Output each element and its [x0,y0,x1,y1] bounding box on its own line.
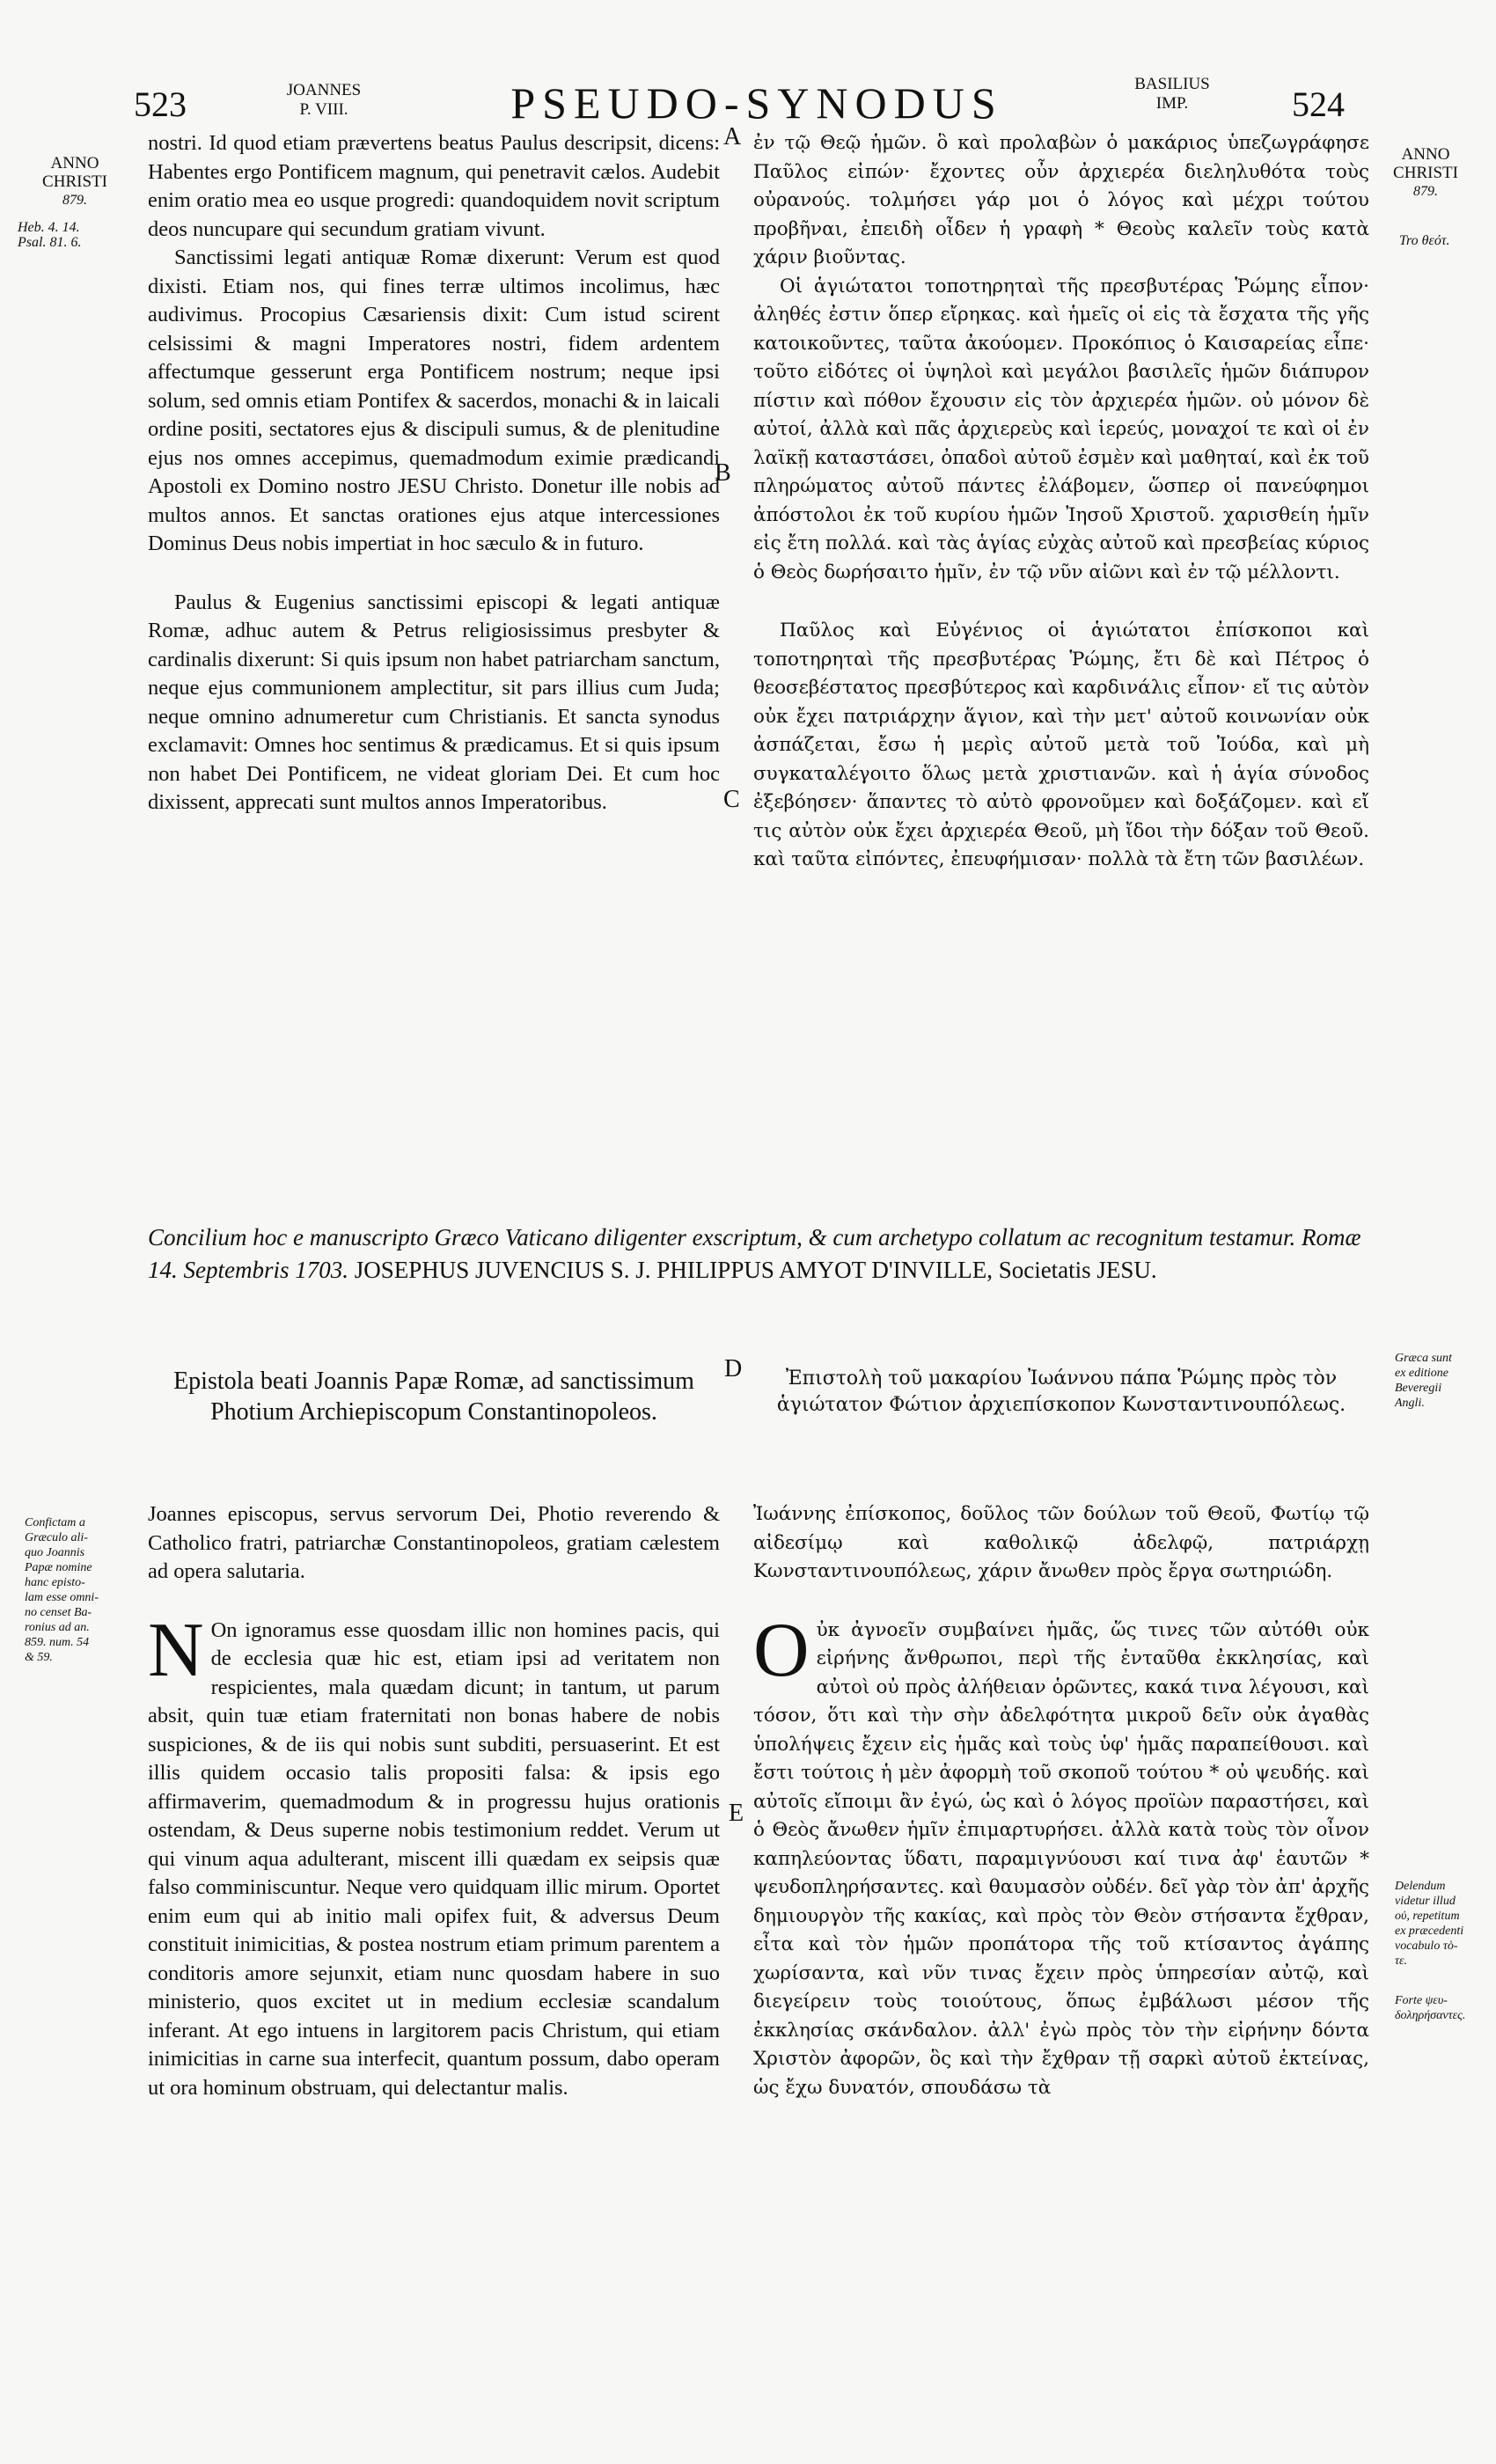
attestation-italic: Concilium hoc e manuscripto Græco Vaticano diligenter exscriptum, & cum archetypo collatum ac recognitum testamur. Romæ 14. Septembris 1703. [148,1224,1361,1283]
header-left-label-2: P. VIII. [299,100,348,119]
section-letter-c: C [723,786,740,813]
latin-column-bottom [148,1500,720,2102]
header-left-label [262,81,385,120]
greek-epistle-body [753,1607,1369,2103]
section-letter-e: E [729,1800,744,1827]
section-letter-d: D [724,1355,743,1382]
greek-drop-cap: O [753,1607,810,1693]
margin-note-confictam: Confictam a Græculo ali- quo Joannis Papæ nomine hanc episto- lam esse omni- no censet Ba- ronius ad an. 859. num. 54 & 59. [25,1516,99,1664]
latin-paragraph: nostri. Id quod etiam prævertens beatus Paulus descripsit, dicens: Habentes ergo Pontificem magnum, qui penetravit cælos. Audebit enim oratio mea eo usque progredi: quandoquidem novit scriptum deos nuncupare qui secundum gratiam vivunt. [148,131,720,241]
page-number-left: 523 [134,84,187,124]
latin-epistle-body [148,1607,720,2103]
attestation-signatories: JOSEPHUS JUVENCIUS S. J. PHILIPPUS AMYOT D'INVILLE, Societatis JESU. [348,1257,1157,1283]
scripture-references: Heb. 4. 14. Psal. 81. 6. [18,220,82,250]
greek-epistle-text: ὐκ ἀγνοεῖν συμβαίνει ἡμᾶς, ὥς τινες τῶν αὐτόθι οὐκ εἰρήνης ἄνθρωποι, περὶ τῆς ἐνταῦθα ἐκκλησίας, καὶ αὐτοὶ οὐ πρὸς ἀλήθειαν ὁρῶντες, κακά τινα λέγουσι, καὶ τόσον, ὅτι καὶ τὴν σὴν ἀδελφότητα μικροῦ δεῖν οὐκ ἀγαθὰς ὑπολήψεις ἔχειν εἰς ἡμᾶς καὶ τοὺς ὑφ' ἡμᾶς παραπείθουσι. καὶ ἔστι τούτοις ἡ μὲν ἀφορμὴ τοῦ σκοποῦ τούτου * οὐ ψευδής. καὶ αὐτοῖς εἴποιμι ἂν ἐγώ, ὡς καὶ ὁ λόγος προϊὼν παραστήσει, καὶ ὁ Θεὸς ἄνωθεν ἡμῖν ἐπιμαρτυρήσει. ἀλλὰ κατὰ τοὺς τὸν οἶνον καπηλεύοντας ὕδατι, παραμιγνύουσι καί τινα ἀφ' ἑαυτῶν * ψευδοπληρήσαντες. καὶ θαυμασὸν οὐδέν. δεῖ γὰρ τὸν ἀπ' ἀρχῆς δημιουργὸν τῆς κακίας, καὶ πρὸς τὸν Θεὸν στήσαντα ἔχθραν, εἶτα καὶ τὸν ἡμῶν προπάτορα τῆς τοῦ κτίσαντος ἀγάπης χωρίσαντα, καὶ νῦν τινας ἔχειν πρὸς ὑπηρεσίαν αὐτῷ, καὶ διεγείρειν τοὺς τοιούτους, ὅπως ἐμβάλωσι μέσον τῆς ἐκκλησίας σκάνδαλον. ἀλλ' ἐγὼ πρὸς τὸν τὴν εἰρήνην δόντα Χριστὸν ἀφορῶν, ὃς καὶ τὴν ἔχθραν τῇ σαρκὶ αὐτοῦ ἐκτείνας, ὡς ἔχω δυνατόν, σπουδάσω τὰ [753,1618,1369,2099]
anno-christi-right: ANNO CHRISTI 879. [1393,145,1458,199]
header-left-label-1: JOANNES [286,81,362,99]
attestation [148,1221,1371,1287]
epistle-title-greek-text: Ἐπιστολὴ τοῦ μακαρίου Ἰωάννου πάπα Ῥώμης πρὸς τὸν ἁγιώτατον Φώτιον ἀρχιεπίσκοπον Κωνσταντινουπόλεως. [776,1368,1346,1416]
epistle-title-latin: Epistola beati Joannis Papæ Romæ, ad sanctissimum Photium Archiepiscopum Constantinopoleos. [173,1368,694,1426]
greek-salutation: Ἰωάννης ἐπίσκοπος, δοῦλος τῶν δούλων τοῦ Θεοῦ, Φωτίῳ τῷ αἰδεσίμῳ καὶ καθολικῷ ἀδελφῷ, πατριάρχῃ Κωνσταντινουπόλεως, χάριν ἄνωθεν πρὸς ἔργα σωτηριώδη. [753,1503,1369,1582]
header-right-label-1: BASILIUS [1134,75,1210,93]
header-right-label [1111,75,1234,114]
header-right-label-2: IMP. [1155,94,1189,113]
section-letter-b: B [715,459,731,487]
page-title: PSEUDO-SYNODUS [510,78,1003,128]
page-number-right: 524 [1292,84,1345,124]
margin-note-graeca: Græca sunt ex editione Beveregii Angli. [1395,1352,1452,1410]
anno-christi-left: ANNO CHRISTI 879. [42,154,107,208]
section-letter-a: A [723,123,742,150]
margin-note-theot: Tro θεότ. [1399,233,1450,248]
latin-paragraph: Sanctissimi legati antiquæ Romæ dixerunt: Verum est quod dixisti. Etiam nos, qui fines terræ ultimos incolimus, hæc audivimus. Procopius Cæsariensis dixit: Cum istud scirent celsissimi & magni Imperatores nostri, fidem ardentem affectumque gesserunt erga Pontificem nostrum; neque ipsi solum, sed omnis etiam Pontifex & sacerdos, monachi & in laicali ordine positi, sectatores ejus & discipuli sumus, & de plenitudine ejus nos omnes accepimus, quemadmodum eximie prædicandi Apostoli ex Domino nostro JESU Christo. Donetur ille nobis ad multos annos. Et sanctas orationes ejus atque intercessiones Dominus Deus nobis impertiat in hoc sæculo & in futuro. [148,246,720,555]
latin-column-top [148,129,720,818]
greek-paragraph: ἐν τῷ Θεῷ ἡμῶν. ὃ καὶ προλαβὼν ὁ μακάριος ὑπεζωγράφησε Παῦλος εἰπών· ἔχοντες οὖν ἀρχιερέα διεληλυθότα τοὺς οὐρανούς. τολμήσει γάρ μοι ὁ λόγος καὶ μέχρι τούτου προβῆναι, ἐπειδὴ οἶδεν ἡ γραφὴ * Θεοὺς καλεῖν τοὺς κατὰ χάριν βιοῦντας. [753,132,1369,268]
margin-note-forte: Forte ψευ- δοληρήσαντες. [1395,1994,1466,2022]
greek-paragraph: Οἱ ἁγιώτατοι τοποτηρηταὶ τῆς πρεσβυτέρας Ῥώμης εἶπον· ἀληθές ἐστιν ὅπερ εἴρηκας. καὶ ἡμεῖς οἱ εἰς τὰ ἔσχατα τῆς γῆς κατοικοῦντες, ταῦτα ἀκούομεν. Προκόπιος ὁ Καισαρείας εἶπε· τοῦτο εἰδότες οἱ ὑψηλοὶ καὶ μεγάλοι βασιλεῖς ἡμῶν διάπυρον πίστιν καὶ πόθον ἔχουσιν εἰς τὸν ἀρχιερέα ἡμῶν. οὐ μόνον δὲ αὐτοί, ἀλλὰ καὶ πᾶς ἀρχιερεὺς καὶ ἱερεύς, μοναχοί τε καὶ οἱ ἐν λαϊκῇ καταστάσει, ὀπαδοὶ αὐτοῦ ἐσμὲν καὶ μαθηταί, καὶ ἐκ τοῦ πληρώματος αὐτοῦ πάντες ἐλάβομεν, ὥσπερ οἱ πανεύφημοι ἀπόστολοι ἐκ τοῦ κυρίου ἡμῶν Ἰησοῦ Χριστοῦ. χαρισθείη ἡμῖν εἰς ἔτη πολλά. καὶ τὰς ἁγίας εὐχὰς αὐτοῦ καὶ πρεσβείας κύριος ὁ Θεὸς δωρήσαιτο ἡμῖν, ἐν τῷ νῦν αἰῶνι καὶ ἐν τῷ μέλλοντι. [753,275,1369,583]
latin-salutation: Joannes episcopus, servus servorum Dei, Photio reverendo & Catholico fratri, patriarchæ Constantinopoleos, gratiam cælestem ad opera salutaria. [148,1502,720,1583]
greek-paragraph: Παῦλος καὶ Εὐγένιος οἱ ἁγιώτατοι ἐπίσκοποι καὶ τοποτηρηταὶ τῆς πρεσβυτέρας Ῥώμης, ἔτι δὲ καὶ Πέτρος ὁ θεοσεβέστατος πρεσβύτερος καὶ καρδινάλις εἶπον· εἴ τις αὐτὸν οὐκ ἔχει πατριάρχην ἅγιον, καὶ τὴν μετ' αὐτοῦ κοινωνίαν οὐκ ἀσπάζεται, ἔσω ἡ μερὶς αὐτοῦ μετὰ τοῦ Ἰούδα, καὶ μὴ συγκαταλέγοιτο ὅλως μετὰ χριστιανῶν. καὶ ἡ ἁγία σύνοδος ἐξεβόησεν· ἅπαντες τὸ αὐτὸ φρονοῦμεν καὶ δοξάζομεν. καὶ εἴ τις αὐτὸν οὐκ ἔχει ἀρχιερέα Θεοῦ, μὴ ἴδοι τὴν δόξαν τοῦ Θεοῦ. καὶ ταῦτα εἰπόντες, ἐπευφήμισαν· πολλὰ τὰ ἔτη τῶν βασιλέων. [753,620,1369,870]
epistle-title-greek [753,1366,1369,1419]
greek-column-bottom [753,1500,1369,2102]
latin-drop-cap: N [148,1607,204,1693]
latin-epistle-text: On ignoramus esse quosdam illic non homines pacis, qui de ecclesia quæ hic est, etiam ipsi ad veritatem non respicientes, mala quædam dicunt; in tantum, ut parum absit, quin tuæ etiam fraternitati non bonas habere de nobis suspiciones, & de iis qui nobis sunt subditi, persuaserint. Et est illis quidem occasio talis propositi falsa: & ipsis ego affirmaverim, quemadmodum & in progressu hujus orationis ostendam, & Deus superne nobis testimonium reddet. Verum ut qui vinum aqua adulterant, miscent illi quædam ex seipsis quæ falso comminiscuntur. Neque vero quidquam illic mirum. Oportet enim eum qui ab initio mali opifex fuit, & adversus Deum constituit inimicitias, & postea nostrum etiam primum parentem a conditoris amore sejunxit, etiam nunc quosdam habere in suo ministerio, quos excitet ut in medium ecclesiæ scandalum inferant. At ego intuens in largitorem pacis Christum, qui etiam inimicitias in carne sua interfecit, quantum possum, dabo operam ut ora hominum obstruam, qui delectantur malis. [148,1617,720,2100]
greek-column-top [753,129,1369,875]
latin-paragraph: Paulus & Eugenius sanctissimi episcopi & legati antiquæ Romæ, adhuc autem & Petrus religiosissimus presbyter & cardinalis dixerunt: Si quis ipsum non habet patriarcham sanctum, neque ejus communionem amplectitur, sit pars illius cum Juda; neque omnino adnumeretur cum Christianis. Et sancta synodus exclamavit: Omnes hoc sentimus & prædicamus. Et si quis ipsum non habet Dei Pontificem, ne videat gloriam Dei. Et cum hoc dixissent, apprecati sunt multos annos Imperatoribus. [148,590,720,814]
margin-note-delendum: Delendum videtur illud oὐ, repetitum ex præcedenti vocabulo τὸ- τε. [1395,1880,1464,1968]
